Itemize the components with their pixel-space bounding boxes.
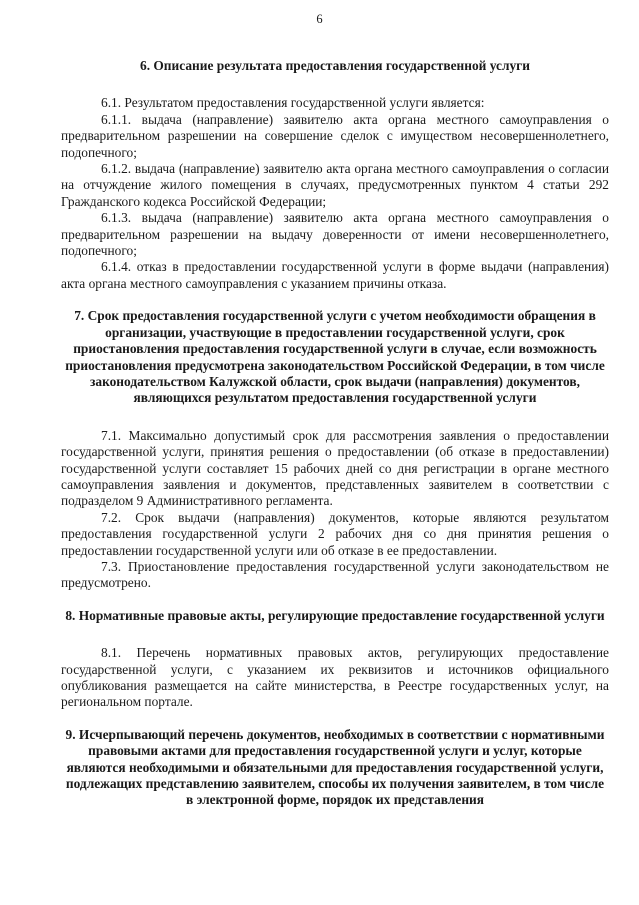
section-9-heading: 9. Исчерпывающий перечень документов, необходимых в соответствии с нормативными правовыми актами для предоставления государственной услуги и услуг, которые являются необходимыми и обязательными для предоставления государственной услуги, подлежащих представлению заявителем, способы их получения заявителем, в том числе в электронной форме, порядок их представления [65,726,605,808]
section-6-heading: 6. Описание результата предоставления государственной услуги [140,58,530,73]
paragraph-6-1-1: 6.1.1. выдача (направление) заявителю акта органа местного самоуправления о предварительном разрешении на совершение сделок с имуществом несовершеннолетнего, подопечного; [61,111,609,160]
paragraph-7-2: 7.2. Срок выдачи (направления) документов, которые являются результатом предоставления государственной услуги 2 рабочих дня со дня принятия решения о предоставлении государственной услуги или об отказе в ее предоставлении. [61,509,609,558]
page-number: 6 [316,12,323,26]
paragraph-7-1: 7.1. Максимально допустимый срок для рассмотрения заявления о предоставлении государственной услуги, принятия решения о предоставлении (об отказе в предоставлении) государственной услуги составляет 15 рабочих дней со дня регистрации в органе местного самоуправления заявления и документов, представленных заявителем в соответствии с подразделом 9 Административного регламента. [61,427,609,509]
paragraph-6-1-4: 6.1.4. отказ в предоставлении государственной услуги в форме выдачи (направления) акта органа местного самоуправления с указанием причины отказа. [61,259,609,291]
page-content [61,58,609,809]
section-7-heading: 7. Срок предоставления государственной услуги с учетом необходимости обращения в организации, участвующие в предоставлении государственной услуги, срок приостановления предоставления государственной услуги в случае, если возможность приостановления предусмотрена законодательством Российской Федерации, в том числе законодательством Калужской области, срок выдачи (направления) документов, являющихся результатом предоставления государственной услуги [65,308,605,406]
paragraph-6-1-2: 6.1.2. выдача (направление) заявителю акта органа местного самоуправления о согласии на отчуждение жилого помещения в случаях, предусмотренных пунктом 4 статьи 292 Гражданского кодекса Российской Федерации; [61,161,609,209]
paragraph-6-1: 6.1. Результатом предоставления государственной услуги является: [101,95,485,111]
paragraph-8-1: 8.1. Перечень нормативных правовых актов, регулирующих предоставление государственной услуги, с указанием их реквизитов и источников официального опубликования размещается на сайте министерства, в Реестре государственных услуг, на региональном портале. [61,645,609,710]
section-8-heading: 8. Нормативные правовые акты, регулирующие предоставление государственной услуги [65,607,605,623]
paragraph-6-1-3: 6.1.3. выдача (направление) заявителю акта органа местного самоуправления о предварительном разрешении на выдачу доверенности от имени несовершеннолетнего, подопечного; [61,210,609,259]
paragraph-7-3: 7.3. Приостановление предоставления государственной услуги законодательством не предусмотрено. [61,558,609,591]
